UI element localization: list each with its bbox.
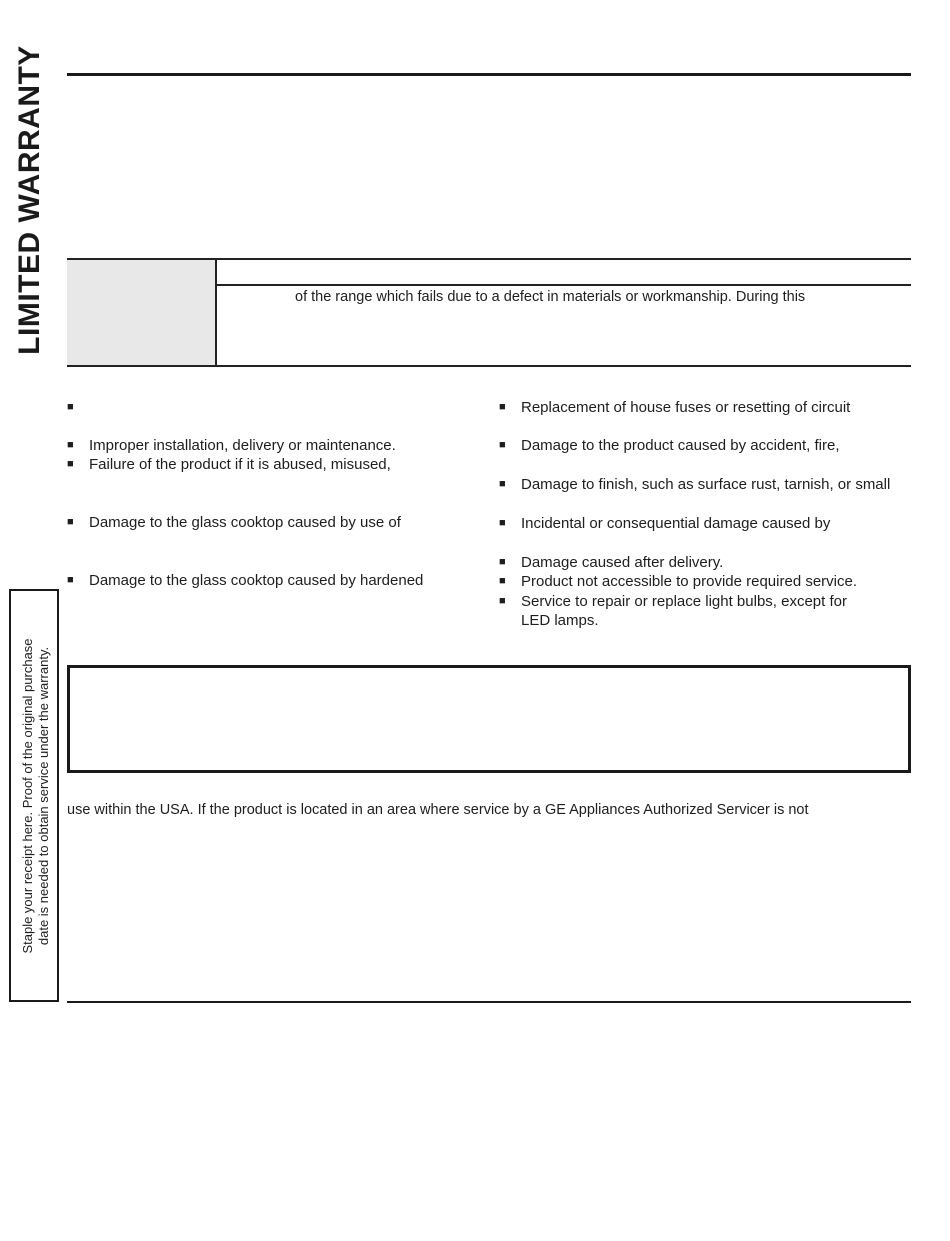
receipt-staple-box	[9, 589, 59, 1002]
bullet-square-icon: ■	[499, 401, 506, 413]
bullet-square-icon: ■	[67, 574, 74, 586]
receipt-line-1: Staple your receipt here. Proof of the original purchase	[20, 638, 35, 954]
bullet-square-icon: ■	[499, 517, 506, 529]
bullet-square-icon: ■	[67, 516, 74, 528]
table-left-column	[67, 260, 217, 365]
bullet-square-icon: ■	[499, 575, 506, 587]
bullet-square-icon: ■	[499, 439, 506, 451]
bullet-square-icon: ■	[67, 401, 74, 413]
bullet-square-icon: ■	[67, 439, 74, 451]
bullet-square-icon: ■	[499, 556, 506, 568]
coverage-text: of the range which fails due to a defect in materials or workmanship. During this	[295, 289, 806, 305]
service-area-text: use within the USA. If the product is located in an area where service by a GE Appliances Authorized Servicer is not	[67, 802, 809, 818]
notice-box	[67, 665, 911, 773]
page-section-title: LIMITED WARRANTY	[13, 45, 46, 355]
bottom-rule	[67, 1001, 911, 1003]
warranty-coverage-table	[67, 258, 911, 367]
top-rule	[67, 73, 911, 76]
bullet-square-icon: ■	[499, 595, 506, 607]
bullet-square-icon: ■	[67, 458, 74, 470]
receipt-line-2: date is needed to obtain service under the warranty.	[36, 646, 51, 946]
bullet-square-icon: ■	[499, 478, 506, 490]
receipt-instruction	[20, 638, 52, 953]
